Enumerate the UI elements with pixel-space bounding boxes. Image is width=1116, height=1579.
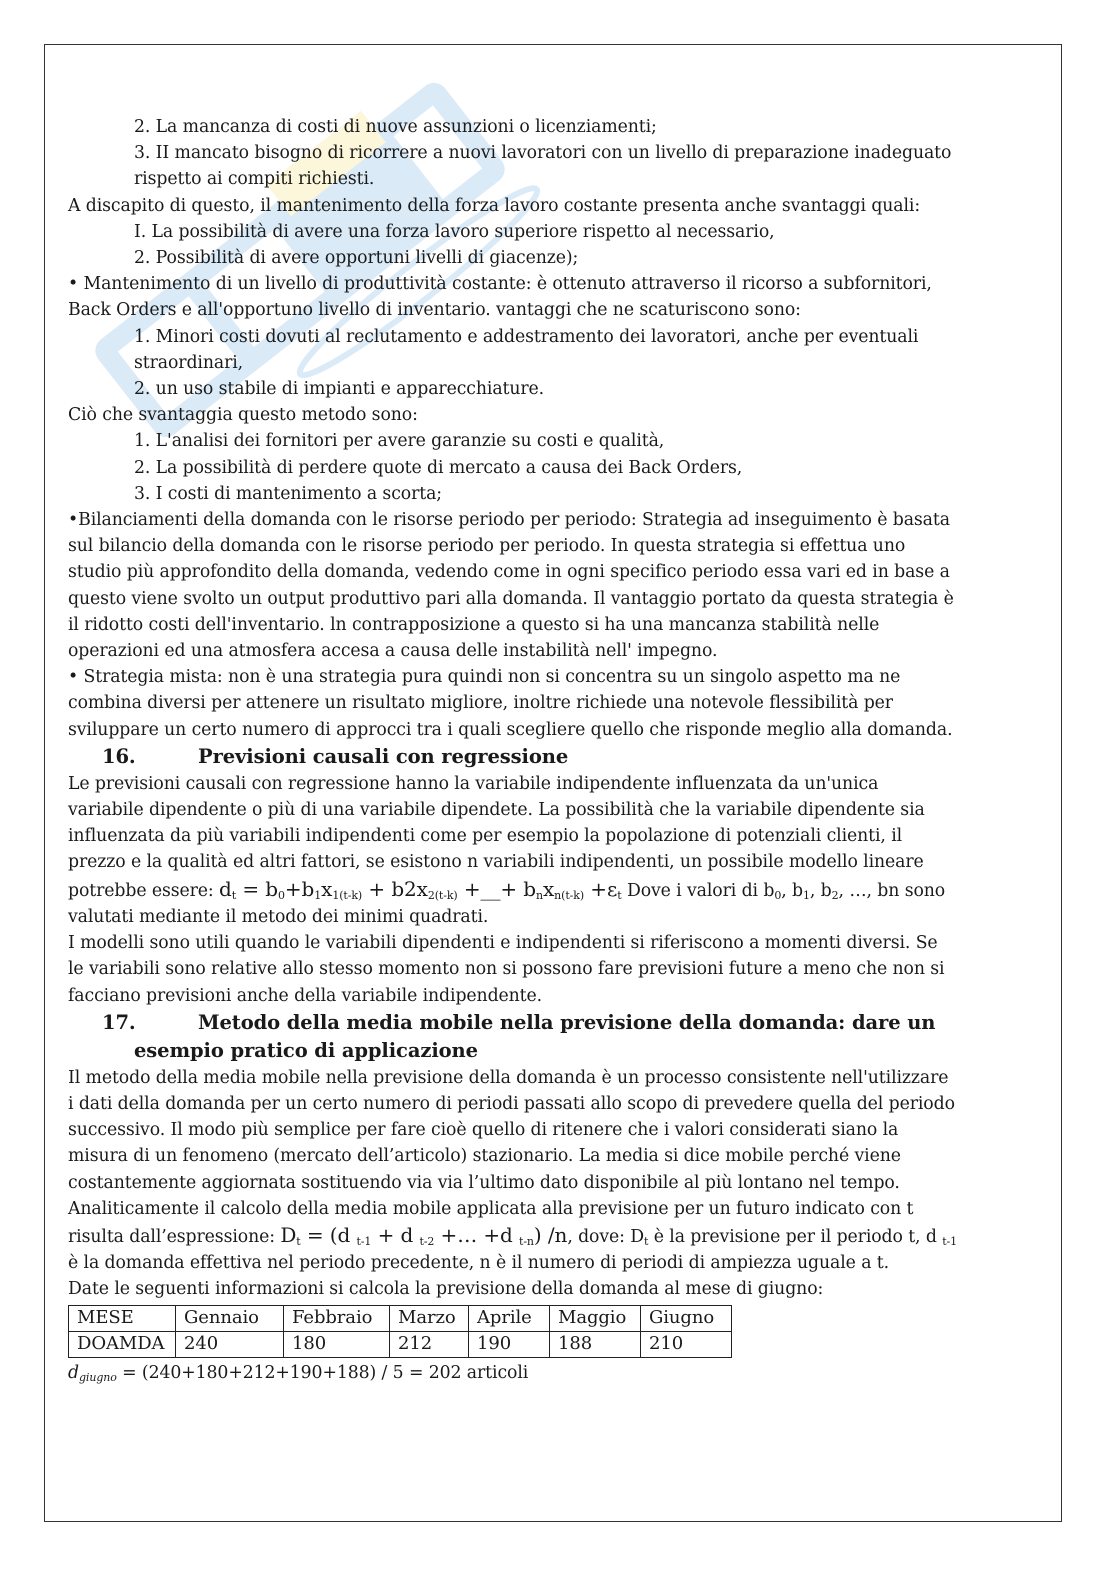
text-line: rispetto ai compiti richiesti.	[134, 169, 375, 190]
section-17-heading	[68, 1009, 1040, 1037]
text-line: sul bilancio della domanda con le risorse periodo per periodo. In questa strategia si effettua uno	[68, 536, 906, 557]
text-line: Il metodo della media mobile nella previsione della domanda è un processo consistente nell'utilizzare	[68, 1067, 949, 1088]
text-line: valutati mediante il metodo dei minimi quadrati.	[68, 906, 489, 927]
table-cell: Aprile	[469, 1305, 550, 1331]
text-line: • Mantenimento di un livello di produttività costante: è ottenuto attraverso il ricorso a subfornitori,	[68, 274, 932, 295]
section-number: 17.	[102, 1010, 136, 1034]
table-cell: 210	[641, 1331, 732, 1357]
text-line: •Bilanciamenti della domanda con le risorse periodo per periodo: Strategia ad inseguimento è basata	[68, 510, 950, 531]
text-line: 1. Minori costi dovuti al reclutamento e addestramento dei lavoratori, anche per eventuali	[134, 326, 919, 347]
text-line: 2. La possibilità di perdere quote di mercato a causa dei Back Orders,	[134, 457, 743, 478]
table-cell: 180	[284, 1331, 390, 1357]
section-title-cont: esempio pratico di applicazione	[134, 1038, 478, 1062]
text-line: prezzo e la qualità ed altri fattori, se esistono n variabili indipendenti, un possibile modello lineare	[68, 852, 924, 873]
text-line: il ridotto costi dell'inventario. ln contrapposizione a questo si ha una mancanza stabilità nelle	[68, 614, 880, 635]
text-line: è la domanda effettiva nel periodo precedente, n è il numero di periodi di ampiezza uguale a t.	[68, 1253, 890, 1274]
table-cell: Marzo	[390, 1305, 469, 1331]
table-cell: 240	[176, 1331, 284, 1357]
text-line: misura di un fenomeno (mercato dell’articolo) stazionario. La media si dice mobile perché viene	[68, 1146, 901, 1167]
table-cell: 212	[390, 1331, 469, 1357]
section-number: 16.	[102, 744, 136, 768]
text-line: 3. I costi di mantenimento a scorta;	[134, 483, 443, 504]
text-line: le variabili sono relative allo stesso momento non si possono fare previsioni future a meno che non si	[68, 959, 945, 980]
text-line: influenzata da più variabili indipendenti come per esempio la popolazione di potenziali clienti, il	[68, 826, 903, 847]
text-line: i dati della domanda per un certo numero di periodi passati allo scopo di prevedere quella del periodo	[68, 1093, 955, 1114]
text-line: I. La possibilità di avere una forza lavoro superiore rispetto al necessario,	[134, 221, 775, 242]
text-line: 2. La mancanza di costi di nuove assunzioni o licenziamenti;	[134, 117, 657, 137]
text-line: successivo. Il modo più semplice per fare cioè quello di ritenere che i valori considerati siano la	[68, 1120, 899, 1141]
text-line: • Strategia mista: non è una strategia pura quindi non si concentra su un singolo aspetto ma ne	[68, 667, 901, 688]
text-line: Date le seguenti informazioni si calcola la previsione della domanda al mese di giugno:	[68, 1279, 824, 1300]
text-line: operazioni ed una atmosfera accesa a causa delle instabilità nell' impegno.	[68, 641, 718, 662]
text-line: studio più approfondito della domanda, vedendo come in ogni specifico periodo essa vari ed in base a	[68, 562, 950, 583]
text-line: Analiticamente il calcolo della media mobile applicata alla previsione per un futuro indicato con t	[68, 1198, 914, 1219]
table-cell: Gennaio	[176, 1305, 284, 1331]
table-header-row	[69, 1305, 732, 1331]
text-line: A discapito di questo, il mantenimento della forza lavoro costante presenta anche svantaggi quali:	[68, 195, 921, 216]
text-line: Ciò che svantaggia questo metodo sono:	[68, 405, 418, 426]
text-line: questo viene svolto un output produttivo pari alla domanda. Il vantaggio portato da questa strategia è	[68, 588, 954, 609]
document-body	[68, 114, 1040, 1386]
table-cell: Febbraio	[284, 1305, 390, 1331]
text-line: costantemente aggiornata sostituendo via via l’ultimo dato disponibile al più lontano nel tempo.	[68, 1172, 900, 1193]
section-title: Previsioni causali con regressione	[198, 744, 569, 768]
text-line: 3. II mancato bisogno di ricorrere a nuovi lavoratori con un livello di preparazione inadeguato	[134, 143, 952, 164]
text-line: straordinari,	[134, 352, 244, 373]
text-line: 2. un uso stabile di impianti e apparecchiature.	[134, 379, 545, 400]
table-cell: 190	[469, 1331, 550, 1357]
section-16-heading	[68, 743, 1040, 771]
text-line: I modelli sono utili quando le variabili dipendenti e indipendenti si riferiscono a momenti diversi. Se	[68, 933, 938, 954]
text-line: combina diversi per attenere un risultato migliore, inoltre richiede una notevole flessibilità per	[68, 693, 893, 714]
text-line: facciano previsioni anche della variabile indipendente.	[68, 985, 543, 1006]
section-title: Metodo della media mobile nella previsione della domanda: dare un	[198, 1010, 936, 1034]
moving-average-formula-line: risulta dall’espressione: $D_t = (d$ $_{t-1}$ + d $_{t-2}$ +… +d $_{t-n}$) /n, dove: $D_t$ è la previsione per il periodo t, d $_{t-1}$	[68, 1222, 958, 1248]
table-cell: DOAMDA	[69, 1331, 176, 1357]
text-line: variabile dipendente o più di una variabile dipendete. La possibilità che la variabile dipendente sia	[68, 800, 925, 821]
table-cell: Maggio	[550, 1305, 641, 1331]
table-row	[69, 1331, 732, 1357]
text-line: Back Orders e all'opportuno livello di inventario. vantaggi che ne scaturiscono sono:	[68, 300, 801, 321]
section-17-heading-cont	[68, 1037, 1040, 1065]
table-cell: 188	[550, 1331, 641, 1357]
table-cell: Giugno	[641, 1305, 732, 1331]
table-cell: MESE	[69, 1305, 176, 1331]
regression-formula-line: potrebbe essere: $d_t = b_0+b_1x_{1(t-k)} + b2x_{2(t-k)}$ +__+ $b_nx_{n(t-k)} +\varepsilon_t$ Dove i valori di $b_0$, $b_1$, $b_2$, …, bn sono	[68, 876, 946, 902]
text-line: Le previsioni causali con regressione hanno la variabile indipendente influenzata da un'unica	[68, 773, 879, 794]
text-line: sviluppare un certo numero di approcci tra i quali scegliere quello che risponde meglio alla domanda.	[68, 719, 953, 740]
result-line: $d_{giugno} = (240+180+212+190+188) / 5 = 202$ articoli	[68, 1362, 529, 1384]
demand-table	[68, 1305, 732, 1358]
text-line: 1. L'analisi dei fornitori per avere garanzie su costi e qualità,	[134, 431, 665, 452]
text-line: 2. Possibilità di avere opportuni livelli di giacenze);	[134, 248, 579, 269]
